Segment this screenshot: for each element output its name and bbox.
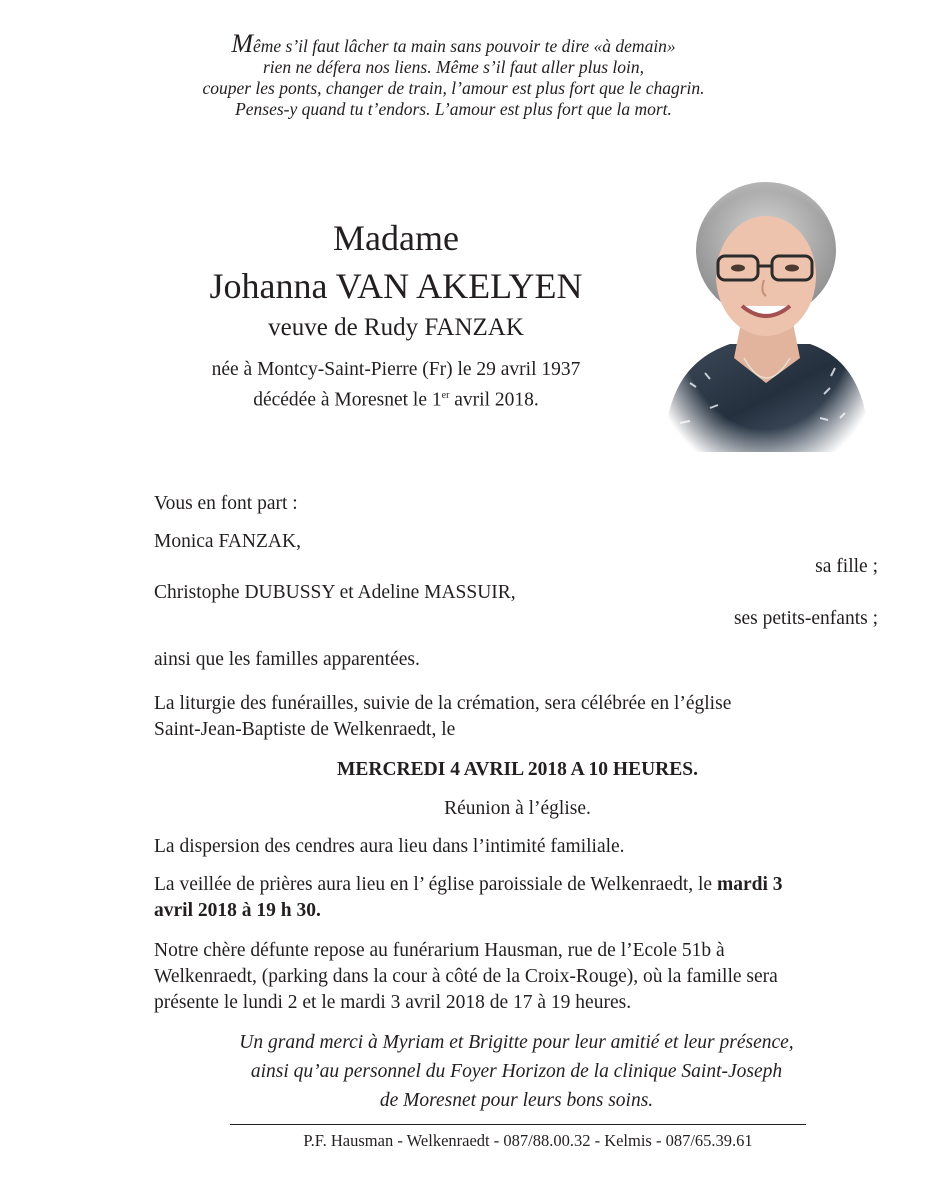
poem-line: Penses-y quand tu t’endors. L’amour est plus fort que la mort. [235, 99, 672, 119]
funeral-home-contact: P.F. Hausman - Welkenraedt - 087/88.00.32 - Kelmis - 087/65.39.61 [303, 1131, 753, 1150]
family-relation: sa fille ; [815, 556, 878, 577]
thanks-paragraph [150, 1028, 883, 1115]
memorial-poem [0, 29, 907, 120]
related-families: ainsi que les familles apparentées. [154, 649, 420, 670]
family-member-name: Monica FANZAK, [154, 531, 301, 552]
death-line [150, 383, 642, 414]
thanks-line: ainsi qu’au personnel du Foyer Horizon de la clinique Saint-Joseph [250, 1061, 783, 1082]
poem-line: couper les ponts, changer de train, l’amour est plus fort que le chagrin. [202, 78, 705, 98]
death-suffix: avril 2018. [449, 389, 539, 411]
funerarium-paragraph [154, 938, 854, 1016]
vigil-text: La veillée de prières aura lieu en l’ église paroissiale de Welkenraedt, le [154, 874, 717, 895]
poem-dropcap: M [231, 29, 253, 58]
birth-line: née à Montcy-Saint-Pierre (Fr) le 29 avril 1937 [211, 359, 581, 380]
footer-divider [230, 1124, 806, 1125]
poem-line [0, 29, 907, 58]
meeting-place: Réunion à l’église. [444, 798, 591, 819]
thanks-line: de Moresnet pour leurs bons soins. [379, 1090, 654, 1111]
liturgy-line: Saint-Jean-Baptiste de Welkenraedt, le [154, 719, 456, 740]
liturgy-line: La liturgie des funérailles, suivie de la crémation, sera célébrée en l’église [154, 693, 732, 714]
vigil-line [154, 872, 854, 898]
family-relation: ses petits-enfants ; [733, 608, 878, 629]
birth-death-dates [150, 357, 642, 414]
vigil-date-bold: mardi 3 [716, 874, 783, 895]
vigil-time-bold: avril 2018 à 19 h 30. [154, 900, 321, 921]
liturgy-paragraph [154, 691, 854, 743]
honorific-title: Madame [333, 218, 459, 258]
portrait-photo [660, 168, 872, 452]
deceased-name: Johanna VAN AKELYEN [209, 266, 583, 306]
ceremony-date-time: MERCREDI 4 AVRIL 2018 A 10 HEURES. [336, 759, 698, 780]
vigil-paragraph [154, 872, 854, 924]
thanks-line: Un grand merci à Myriam et Brigitte pour leur amitié et leur présence, [239, 1032, 794, 1053]
poem-line-text: ême s’il faut lâcher ta main sans pouvoir te dire «à demain» [252, 36, 676, 56]
family-member-name: Christophe DUBUSSY et Adeline MASSUIR, [154, 582, 516, 603]
death-ordinal: er [441, 390, 450, 401]
vigil-line [154, 898, 854, 924]
announcement-intro: Vous en font part : [154, 493, 298, 514]
funerarium-line: Welkenraedt, (parking dans la cour à côté de la Croix-Rouge), où la famille sera [154, 966, 778, 987]
death-prefix: décédée à Moresnet le 1 [253, 389, 442, 411]
widow-of: veuve de Rudy FANZAK [268, 314, 524, 341]
funerarium-line: Notre chère défunte repose au funérarium Hausman, rue de l’Ecole 51b à [154, 940, 725, 961]
poem-line: rien ne défera nos liens. Même s’il faut aller plus loin, [262, 57, 645, 77]
ashes-dispersion: La dispersion des cendres aura lieu dans l’intimité familiale. [154, 836, 625, 857]
funerarium-line: présente le lundi 2 et le mardi 3 avril 2018 de 17 à 19 heures. [154, 992, 632, 1013]
